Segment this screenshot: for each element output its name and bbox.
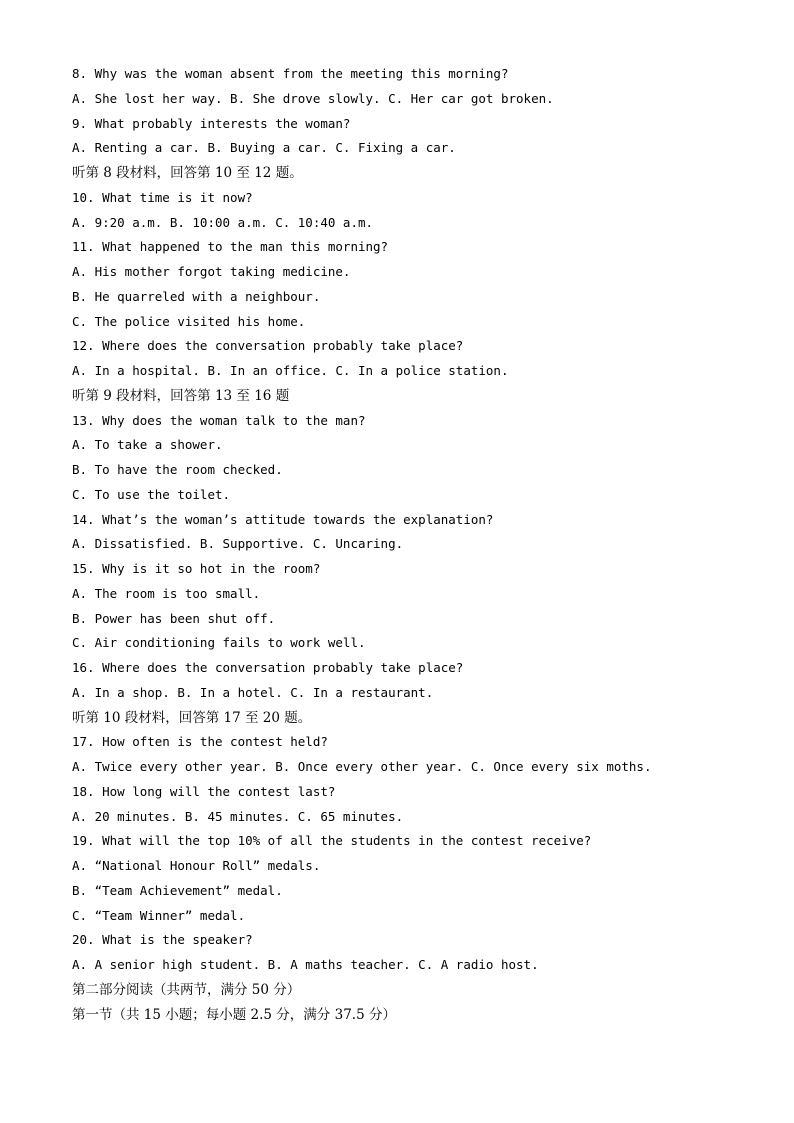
text-line: A. In a hospital. B. In an office. C. In a police station. [72, 363, 509, 378]
text-line: 20. What is the speaker? [72, 932, 253, 948]
section-heading: 听第 8 段材料，回答第 10 至 12 题。 [72, 165, 303, 181]
document-body [72, 62, 752, 1027]
text-line: B. Power has been shut off. [72, 610, 276, 626]
section-heading: 第二部分阅读（共两节，满分 50 分） [72, 981, 301, 998]
text-line: A. Renting a car. B. Buying a car. C. Fixing a car. [72, 140, 456, 156]
text-line: A. To take a shower. [72, 437, 223, 453]
text-line: A. The room is too small. [72, 585, 261, 601]
text-line: 10. What time is it now? [72, 189, 253, 205]
text-line: C. “Team Winner” medal. [72, 907, 246, 923]
section-heading: 听第 9 段材料，回答第 13 至 16 题 [72, 387, 290, 404]
text-line: C. The police visited his home. [72, 313, 306, 329]
text-line: A. 20 minutes. B. 45 minutes. C. 65 minutes. [72, 808, 404, 824]
text-line: A. His mother forgot taking medicine. [72, 264, 351, 279]
text-line: B. “Team Achievement” medal. [72, 882, 283, 898]
text-line: 15. Why is it so hot in the room? [72, 561, 321, 576]
text-line: 18. How long will the contest last? [72, 783, 336, 799]
text-line: C. Air conditioning fails to work well. [72, 635, 366, 651]
text-line: A. In a shop. B. In a hotel. C. In a restaurant. [72, 684, 434, 700]
text-line: 13. Why does the woman talk to the man? [72, 412, 366, 428]
text-line: 19. What will the top 10% of all the students in the contest receive? [72, 833, 592, 849]
text-line: 17. How often is the contest held? [72, 734, 328, 750]
text-line: B. He quarreled with a neighbour. [72, 288, 321, 304]
text-line: A. “National Honour Roll” medals. [72, 858, 321, 873]
text-line: C. To use the toilet. [72, 486, 231, 502]
text-line: 8. Why was the woman absent from the meeting this morning? [72, 66, 509, 81]
text-line: A. A senior high student. B. A maths teacher. C. A radio host. [72, 957, 539, 972]
section-heading: 听第 10 段材料，回答第 17 至 20 题。 [72, 709, 312, 726]
text-line: A. She lost her way. B. She drove slowly. C. Her car got broken. [72, 90, 554, 106]
text-line: A. Twice every other year. B. Once every other year. C. Once every six moths. [72, 759, 652, 774]
section-heading: 第一节（共 15 小题；每小题 2.5 分，满分 37.5 分） [72, 1006, 396, 1023]
text-line: A. 9:20 a.m. B. 10:00 a.m. C. 10:40 a.m. [72, 214, 374, 230]
text-line: 16. Where does the conversation probably take place? [72, 660, 464, 675]
text-line: B. To have the room checked. [72, 462, 283, 477]
text-line: A. Dissatisfied. B. Supportive. C. Uncaring. [72, 536, 404, 552]
text-line: 14. What’s the woman’s attitude towards the explanation? [72, 511, 494, 527]
text-line: 9. What probably interests the woman? [72, 115, 351, 131]
text-line: 11. What happened to the man this morning? [72, 239, 389, 255]
text-line: 12. Where does the conversation probably take place? [72, 338, 464, 354]
